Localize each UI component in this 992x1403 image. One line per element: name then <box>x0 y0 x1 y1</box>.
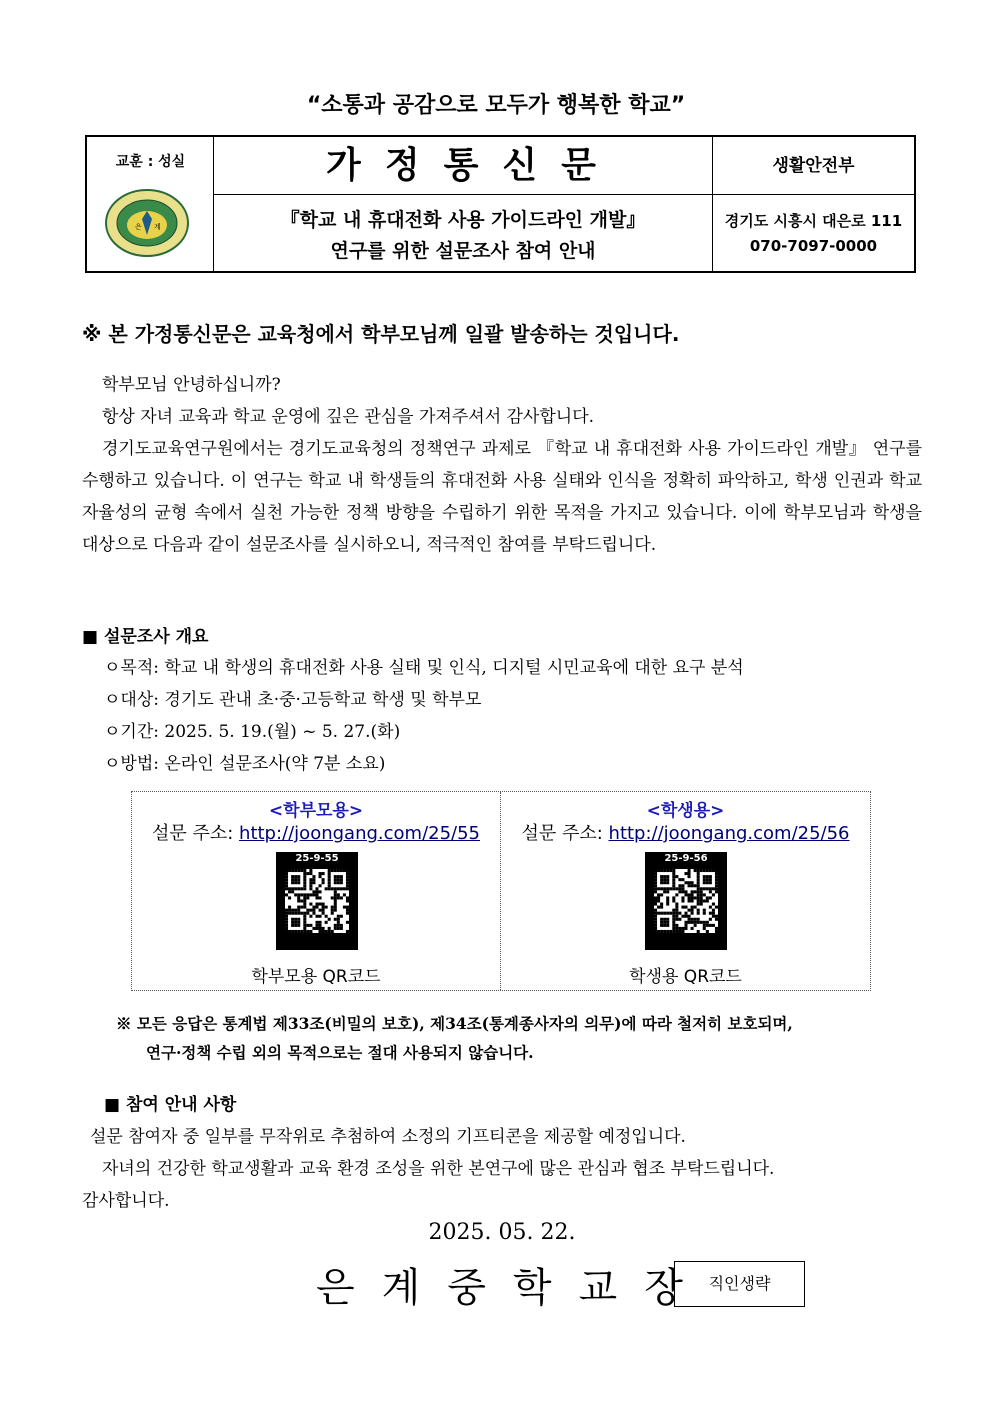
survey-details <box>104 652 744 780</box>
document-subject <box>214 195 713 271</box>
parent-qr-label: 25-9-55 <box>295 853 339 864</box>
survey-target: ㅇ대상: 경기도 관내 초·중·고등학교 학생 및 학부모 <box>104 690 482 710</box>
slogan: “소통과 공감으로 모두가 행복한 학교” <box>306 93 686 118</box>
qr-code-box <box>131 791 871 991</box>
student-url-label: 설문 주소: <box>521 823 609 844</box>
student-qr-caption: 학생용 QR코드 <box>629 967 742 987</box>
student-qr-pattern <box>654 869 718 933</box>
document-title: 가정통신문 <box>214 137 713 195</box>
parent-url-label: 설문 주소: <box>151 823 240 844</box>
survey-heading: ■ 설문조사 개요 <box>82 627 209 647</box>
student-heading: <학생용> <box>646 801 725 821</box>
student-qr-code[interactable] <box>645 852 727 950</box>
student-qr-label: 25-9-56 <box>664 853 708 864</box>
parent-survey-link[interactable]: http://joongang.com/25/55 <box>239 823 481 844</box>
seal-omitted-box: 직인생략 <box>674 1261 805 1307</box>
participation-line-2: 자녀의 건강한 학교생활과 교육 환경 조성을 위한 본연구에 많은 관심과 협조 부탁드립니다. <box>102 1159 775 1179</box>
issue-date: 2025. 05. 22. <box>428 1220 576 1245</box>
parent-qr-caption: 학부모용 QR코드 <box>251 967 381 987</box>
parent-heading: <학부모용> <box>268 801 364 821</box>
student-survey-link[interactable]: http://joongang.com/25/56 <box>608 823 850 844</box>
privacy-line-1: ※ 모든 응답은 통계법 제33조(비밀의 보호), 제34조(통계종사자의 의무)에 따라 철저히 보호되며, <box>116 1014 793 1033</box>
survey-period: ㅇ기간: 2025. 5. 19.(월) ~ 5. 27.(화) <box>104 722 401 742</box>
school-info-cell <box>87 137 214 271</box>
parent-survey-panel <box>132 792 501 990</box>
parent-qr-code[interactable] <box>276 852 358 950</box>
participation-line-3: 감사합니다. <box>82 1191 170 1211</box>
greeting-line-2: 항상 자녀 교육과 학교 운영에 깊은 관심을 가져주셔서 감사합니다. <box>102 407 595 427</box>
body-paragraph: 경기도교육연구원에서는 경기도교육청의 정책연구 과제로 『학교 내 휴대전화 사용 가이드라인 개발』 연구를 수행하고 있습니다. 이 연구는 학교 내 학생들의 휴대전화 사용 실태와 인식을 정확히 파악하고, 학생 인권과 학교 자율성의 균형 속에서 실천 가능한 정책 방향을 수립하기 위한 목적을 가지고 있습니다. 이에 학부모님과 학생을 대상으로 다음과 같이 설문조사를 실시하오니, 적극적인 참여를 부탁드립니다. <box>82 439 922 555</box>
survey-method: ㅇ방법: 온라인 설문조사(약 7분 소요) <box>104 754 386 774</box>
school-address: 경기도 시흥시 대은로 111 <box>724 212 903 230</box>
letter-header <box>85 135 916 273</box>
svg-text:은: 은 <box>135 223 142 231</box>
student-url-line <box>501 819 870 845</box>
subject-line-1: 『학교 내 휴대전화 사용 가이드라인 개발』 <box>280 209 646 231</box>
greeting-line-1: 학부모님 안녕하십니까? <box>102 375 281 395</box>
principal-signature: 은계중학교장 <box>316 1265 710 1311</box>
svg-text:계: 계 <box>154 223 161 231</box>
participation-heading: ■ 참여 안내 사항 <box>104 1095 237 1115</box>
survey-purpose: ㅇ목적: 학교 내 학생의 휴대전화 사용 실태 및 인식, 디지털 시민교육에 대한 요구 분석 <box>104 658 744 678</box>
department: 생활안전부 <box>713 137 914 195</box>
parent-url-line <box>132 819 500 845</box>
participation-text <box>82 1121 922 1217</box>
school-phone: 070-7097-0000 <box>749 237 878 255</box>
school-contact <box>713 195 914 271</box>
participation-line-1: 설문 참여자 중 일부를 무작위로 추첨하여 소정의 기프티콘을 제공할 예정입니다. <box>90 1127 686 1147</box>
bulk-notice: ※ 본 가정통신문은 교육청에서 학부모님께 일괄 발송하는 것입니다. <box>82 322 680 346</box>
student-survey-panel <box>501 792 870 990</box>
school-motto: 교훈 : 성실 <box>115 154 186 170</box>
greeting <box>82 369 922 433</box>
parent-qr-pattern <box>285 869 349 933</box>
privacy-note <box>116 1009 926 1067</box>
school-logo <box>105 189 189 257</box>
privacy-line-2: 연구·정책 수립 외의 목적으로는 절대 사용되지 않습니다. <box>146 1043 534 1062</box>
subject-line-2: 연구를 위한 설문조사 참여 안내 <box>330 240 596 262</box>
